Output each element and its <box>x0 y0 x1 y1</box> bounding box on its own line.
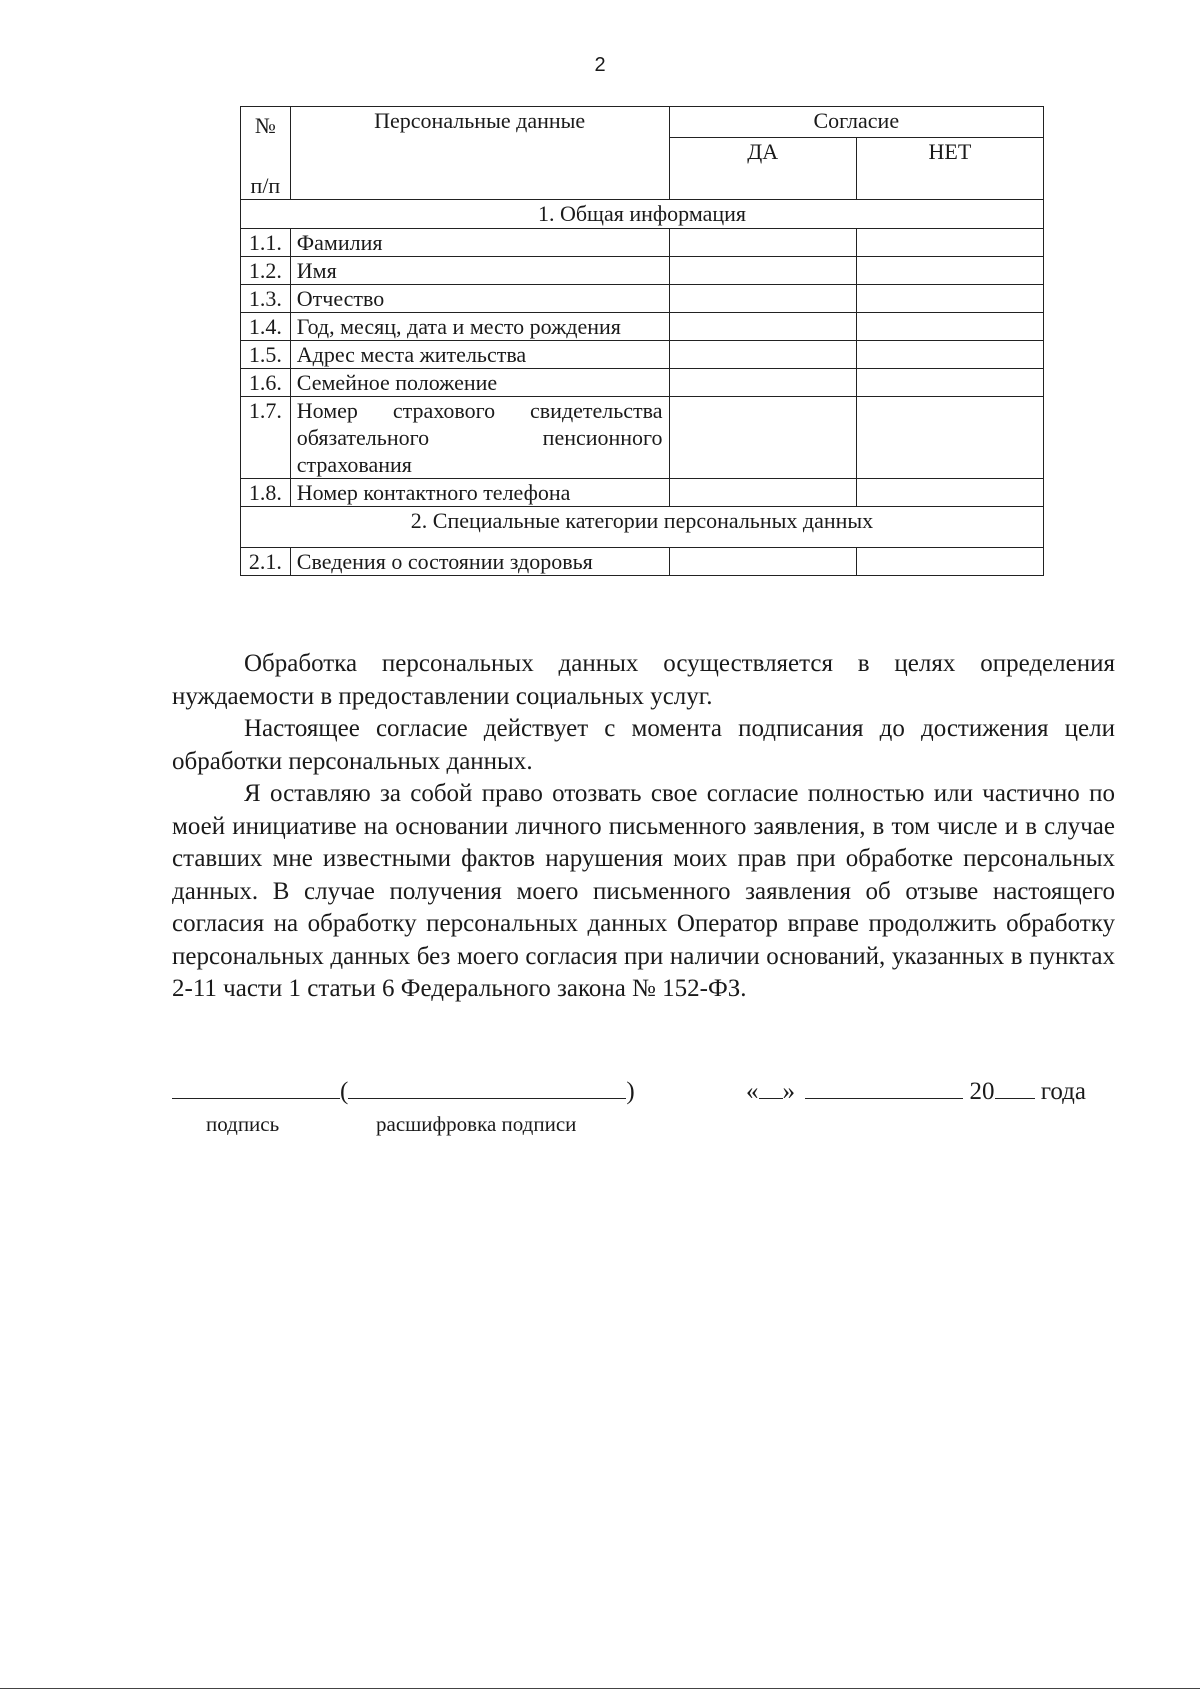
page-number: 2 <box>594 54 606 76</box>
consent-yes-cell[interactable] <box>669 229 856 257</box>
consent-no-cell[interactable] <box>856 229 1043 257</box>
row-label: Сведения о состоянии здоровья <box>290 548 669 576</box>
paragraph-validity: Настоящее согласие действует с момента подписания до достижения цели обработки персональных данных. <box>172 715 1115 775</box>
row-number: 1.3. <box>241 285 291 313</box>
consent-no-cell[interactable] <box>856 341 1043 369</box>
header-number-sign: № <box>254 113 276 138</box>
row-label: Адрес места жительства <box>290 341 669 369</box>
consent-yes-cell[interactable] <box>669 548 856 576</box>
year-prefix: 20 <box>969 1078 995 1105</box>
table-row <box>241 229 1044 257</box>
row-label: Фамилия <box>290 229 669 257</box>
row-label: Отчество <box>290 285 669 313</box>
header-number-sub: п/п <box>250 173 281 198</box>
section-general-info: 1. Общая информация <box>241 200 1044 229</box>
paragraph-purpose: Обработка персональных данных осуществляется в целях определения нуждаемости в предоставлении социальных услуг. <box>172 650 1115 710</box>
row-number: 1.8. <box>241 479 291 507</box>
consent-no-cell[interactable] <box>856 397 1043 479</box>
consent-yes-cell[interactable] <box>669 285 856 313</box>
consent-no-cell[interactable] <box>856 548 1043 576</box>
header-personal-data: Персональные данные <box>290 107 669 200</box>
consent-yes-cell[interactable] <box>669 341 856 369</box>
date-open-quote: « <box>746 1078 759 1105</box>
table-row <box>241 285 1044 313</box>
consent-yes-cell[interactable] <box>669 369 856 397</box>
row-label: Семейное положение <box>290 369 669 397</box>
open-paren: ( <box>340 1078 349 1105</box>
page-bottom-edge <box>0 1688 1200 1689</box>
signature-label: подпись <box>206 1112 280 1136</box>
header-consent: Согласие <box>669 107 1043 138</box>
year-blank[interactable] <box>995 1074 1035 1099</box>
consent-yes-cell[interactable] <box>669 257 856 285</box>
consent-yes-cell[interactable] <box>669 479 856 507</box>
row-label: Имя <box>290 257 669 285</box>
consent-body-text <box>172 648 1115 1006</box>
table-row <box>241 369 1044 397</box>
consent-no-cell[interactable] <box>856 257 1043 285</box>
date-line <box>746 1074 1086 1106</box>
table-row <box>241 257 1044 285</box>
row-number: 1.2. <box>241 257 291 285</box>
row-number: 1.6. <box>241 369 291 397</box>
consent-yes-cell[interactable] <box>669 397 856 479</box>
date-close-quote: » <box>782 1078 795 1105</box>
consent-no-cell[interactable] <box>856 479 1043 507</box>
day-blank[interactable] <box>759 1074 783 1099</box>
row-number: 1.4. <box>241 313 291 341</box>
row-label: Год, месяц, дата и место рождения <box>290 313 669 341</box>
table-row <box>241 313 1044 341</box>
month-blank[interactable] <box>805 1074 963 1099</box>
signature-line <box>172 1074 635 1106</box>
consent-yes-cell[interactable] <box>669 313 856 341</box>
table-row <box>241 479 1044 507</box>
header-no: НЕТ <box>856 137 1043 199</box>
row-number: 2.1. <box>241 548 291 576</box>
consent-no-cell[interactable] <box>856 285 1043 313</box>
decoding-label: расшифровка подписи <box>376 1112 577 1136</box>
header-number <box>241 107 291 200</box>
row-number: 1.5. <box>241 341 291 369</box>
close-paren: ) <box>626 1078 635 1105</box>
row-label: Номер страхового свидетельства обязательного пенсионного страхования <box>290 397 669 479</box>
table-row <box>241 548 1044 576</box>
consent-no-cell[interactable] <box>856 313 1043 341</box>
year-suffix: года <box>1040 1078 1086 1105</box>
signature-blank[interactable] <box>172 1074 340 1099</box>
consent-table <box>240 106 1044 576</box>
paragraph-revocation: Я оставляю за собой право отозвать свое согласие полностью или частично по моей инициативе на основании личного письменного заявления, в том числе и в случае ставших мне известными фактов нарушения моих прав при обработке персональных данных. В случае получения моего письменного заявления об отзыве настоящего согласия на обработку персональных данных Оператор вправе продолжить обработку персональных данных без моего согласия при наличии оснований, указанных в пунктах 2-11 части 1 статьи 6 Федерального закона № 152-ФЗ. <box>172 780 1115 1002</box>
header-yes: ДА <box>669 137 856 199</box>
consent-no-cell[interactable] <box>856 369 1043 397</box>
row-number: 1.1. <box>241 229 291 257</box>
table-row <box>241 397 1044 479</box>
row-label: Номер контактного телефона <box>290 479 669 507</box>
row-number: 1.7. <box>241 397 291 479</box>
section-special-categories: 2. Специальные категории персональных данных <box>241 507 1044 548</box>
signature-decoding-blank[interactable] <box>348 1074 626 1099</box>
table-row <box>241 341 1044 369</box>
